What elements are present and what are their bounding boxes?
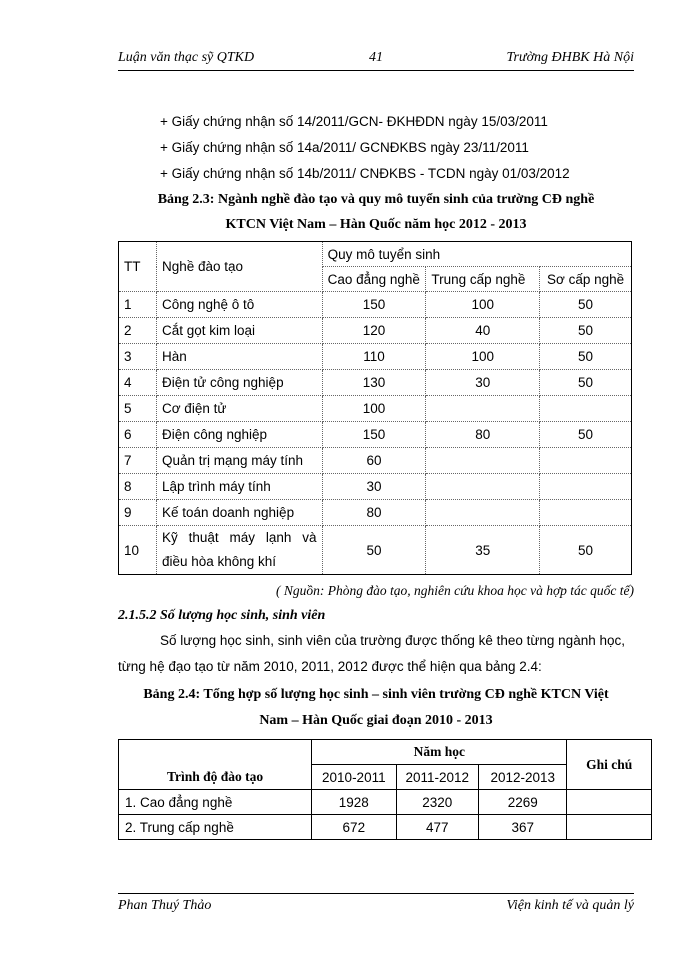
table1-source: ( Nguồn: Phòng đào tạo, nghiên cứu khoa học và hợp tác quốc tế) [276, 583, 634, 598]
cell-tt: 8 [119, 474, 157, 500]
col-header-training-level: Trình độ đào tạo [119, 740, 312, 790]
cell-intermediate [426, 500, 540, 526]
cell-elementary [540, 396, 632, 422]
cell-count: 672 [312, 815, 396, 840]
col-header-note: Ghi chú [567, 740, 652, 790]
cell-intermediate: 100 [426, 344, 540, 370]
cell-intermediate [426, 396, 540, 422]
cell-elementary [540, 500, 632, 526]
col-header-year: 2011-2012 [396, 765, 478, 790]
cell-count: 1928 [312, 790, 396, 815]
cell-count: 367 [479, 815, 567, 840]
cell-elementary: 50 [540, 370, 632, 396]
cell-occupation: Hàn [156, 344, 322, 370]
table-row [119, 292, 632, 318]
cell-occupation [156, 526, 322, 575]
col-header-school-year: Năm học [312, 740, 567, 765]
cell-elementary [540, 474, 632, 500]
col-header-college: Cao đẳng nghề [322, 267, 426, 292]
cell-college: 60 [322, 448, 426, 474]
table-row [119, 448, 632, 474]
cell-college: 50 [322, 526, 426, 575]
training-scale-table [118, 241, 632, 575]
cell-note [567, 790, 652, 815]
cell-college: 110 [322, 344, 426, 370]
cell-tt: 5 [119, 396, 157, 422]
table-row [119, 370, 632, 396]
header-thesis-title: Luận văn thạc sỹ QTKD [118, 50, 255, 65]
cell-elementary: 50 [540, 318, 632, 344]
certificate-item: + Giấy chứng nhận số 14a/2011/ GCNĐKBS ngày 23/11/2011 [160, 140, 529, 155]
table-row [119, 422, 632, 448]
cell-count: 2269 [479, 790, 567, 815]
paragraph-line: từng hệ đạo tạo từ năm 2010, 2011, 2012 được thể hiện qua bảng 2.4: [118, 659, 542, 674]
cell-college: 130 [322, 370, 426, 396]
table-row [119, 344, 632, 370]
cell-elementary [540, 448, 632, 474]
cell-occupation: Công nghệ ô tô [156, 292, 322, 318]
table-row [119, 500, 632, 526]
cell-occupation-line2: điều hòa không khí [161, 554, 277, 569]
table-row [119, 526, 632, 575]
cell-occupation: Điện tử công nghiệp [156, 370, 322, 396]
cell-elementary: 50 [540, 526, 632, 575]
cell-tt: 9 [119, 500, 157, 526]
cell-count: 2320 [396, 790, 478, 815]
table2-caption-line1: Bảng 2.4: Tổng hợp số lượng học sinh – sinh viên trường CĐ nghề KTCN Việt [143, 687, 609, 702]
cell-tt: 10 [119, 526, 157, 575]
cell-tt: 1 [119, 292, 157, 318]
cell-note [567, 815, 652, 840]
table-row [119, 396, 632, 422]
cell-occupation: Kế toán doanh nghiệp [156, 500, 322, 526]
cell-intermediate: 80 [426, 422, 540, 448]
page-header [118, 50, 634, 71]
cell-tt: 4 [119, 370, 157, 396]
section-heading: 2.1.5.2 Số lượng học sinh, sinh viên [118, 608, 326, 623]
cell-count: 477 [396, 815, 478, 840]
cell-occupation: Lập trình máy tính [156, 474, 322, 500]
table-row [119, 790, 652, 815]
page-number: 41 [369, 50, 383, 65]
cell-occupation: Cơ điện tử [156, 396, 322, 422]
cell-elementary: 50 [540, 344, 632, 370]
certificate-item: + Giấy chứng nhận số 14/2011/GCN- ĐKHĐDN ngày 15/03/2011 [160, 114, 548, 129]
cell-intermediate [426, 474, 540, 500]
cell-level: 2. Trung cấp nghề [119, 815, 312, 840]
table-row [119, 318, 632, 344]
table-row [119, 474, 632, 500]
page-footer [118, 893, 634, 922]
table1-caption-line1: Bảng 2.3: Ngành nghề đào tạo và quy mô tuyển sinh của trường CĐ nghề [157, 192, 595, 207]
cell-intermediate: 40 [426, 318, 540, 344]
cell-college: 30 [322, 474, 426, 500]
cell-intermediate: 35 [426, 526, 540, 575]
cell-tt: 7 [119, 448, 157, 474]
cell-occupation: Cắt gọt kim loại [156, 318, 322, 344]
cell-tt: 6 [119, 422, 157, 448]
cell-intermediate: 30 [426, 370, 540, 396]
cell-college: 120 [322, 318, 426, 344]
paragraph-line: Số lượng học sinh, sinh viên của trường được thống kê theo từng ngành học, [160, 633, 625, 648]
cell-occupation-line1: Kỹ thuật máy lạnh và [161, 530, 317, 545]
footer-author: Phan Thuý Thảo [118, 898, 212, 913]
cell-intermediate [426, 448, 540, 474]
col-header-elementary: Sơ cấp nghề [540, 267, 632, 292]
cell-tt: 3 [119, 344, 157, 370]
col-header-occupation: Nghề đào tạo [156, 242, 322, 292]
header-university: Trường ĐHBK Hà Nội [506, 50, 634, 65]
cell-college: 150 [322, 292, 426, 318]
cell-intermediate: 100 [426, 292, 540, 318]
cell-tt: 2 [119, 318, 157, 344]
col-header-year: 2010-2011 [312, 765, 396, 790]
cell-elementary: 50 [540, 422, 632, 448]
col-header-tt: TT [119, 242, 157, 292]
cell-elementary: 50 [540, 292, 632, 318]
student-count-table [118, 739, 652, 840]
cell-occupation: Điện công nghiệp [156, 422, 322, 448]
cell-college: 150 [322, 422, 426, 448]
col-header-intermediate: Trung cấp nghề [426, 267, 540, 292]
table-row [119, 815, 652, 840]
cell-occupation: Quản trị mạng máy tính [156, 448, 322, 474]
col-header-year: 2012-2013 [479, 765, 567, 790]
cell-level: 1. Cao đẳng nghề [119, 790, 312, 815]
cell-college: 100 [322, 396, 426, 422]
col-header-enrollment-scale: Quy mô tuyển sinh [322, 242, 631, 267]
cell-college: 80 [322, 500, 426, 526]
table2-caption-line2: Nam – Hàn Quốc giai đoạn 2010 - 2013 [259, 713, 493, 728]
table1-caption-line2: KTCN Việt Nam – Hàn Quốc năm học 2012 - 2013 [225, 217, 527, 232]
footer-institute: Viện kinh tế và quản lý [506, 898, 634, 913]
certificate-item: + Giấy chứng nhận số 14b/2011/ CNĐKBS - TCDN ngày 01/03/2012 [160, 166, 570, 181]
